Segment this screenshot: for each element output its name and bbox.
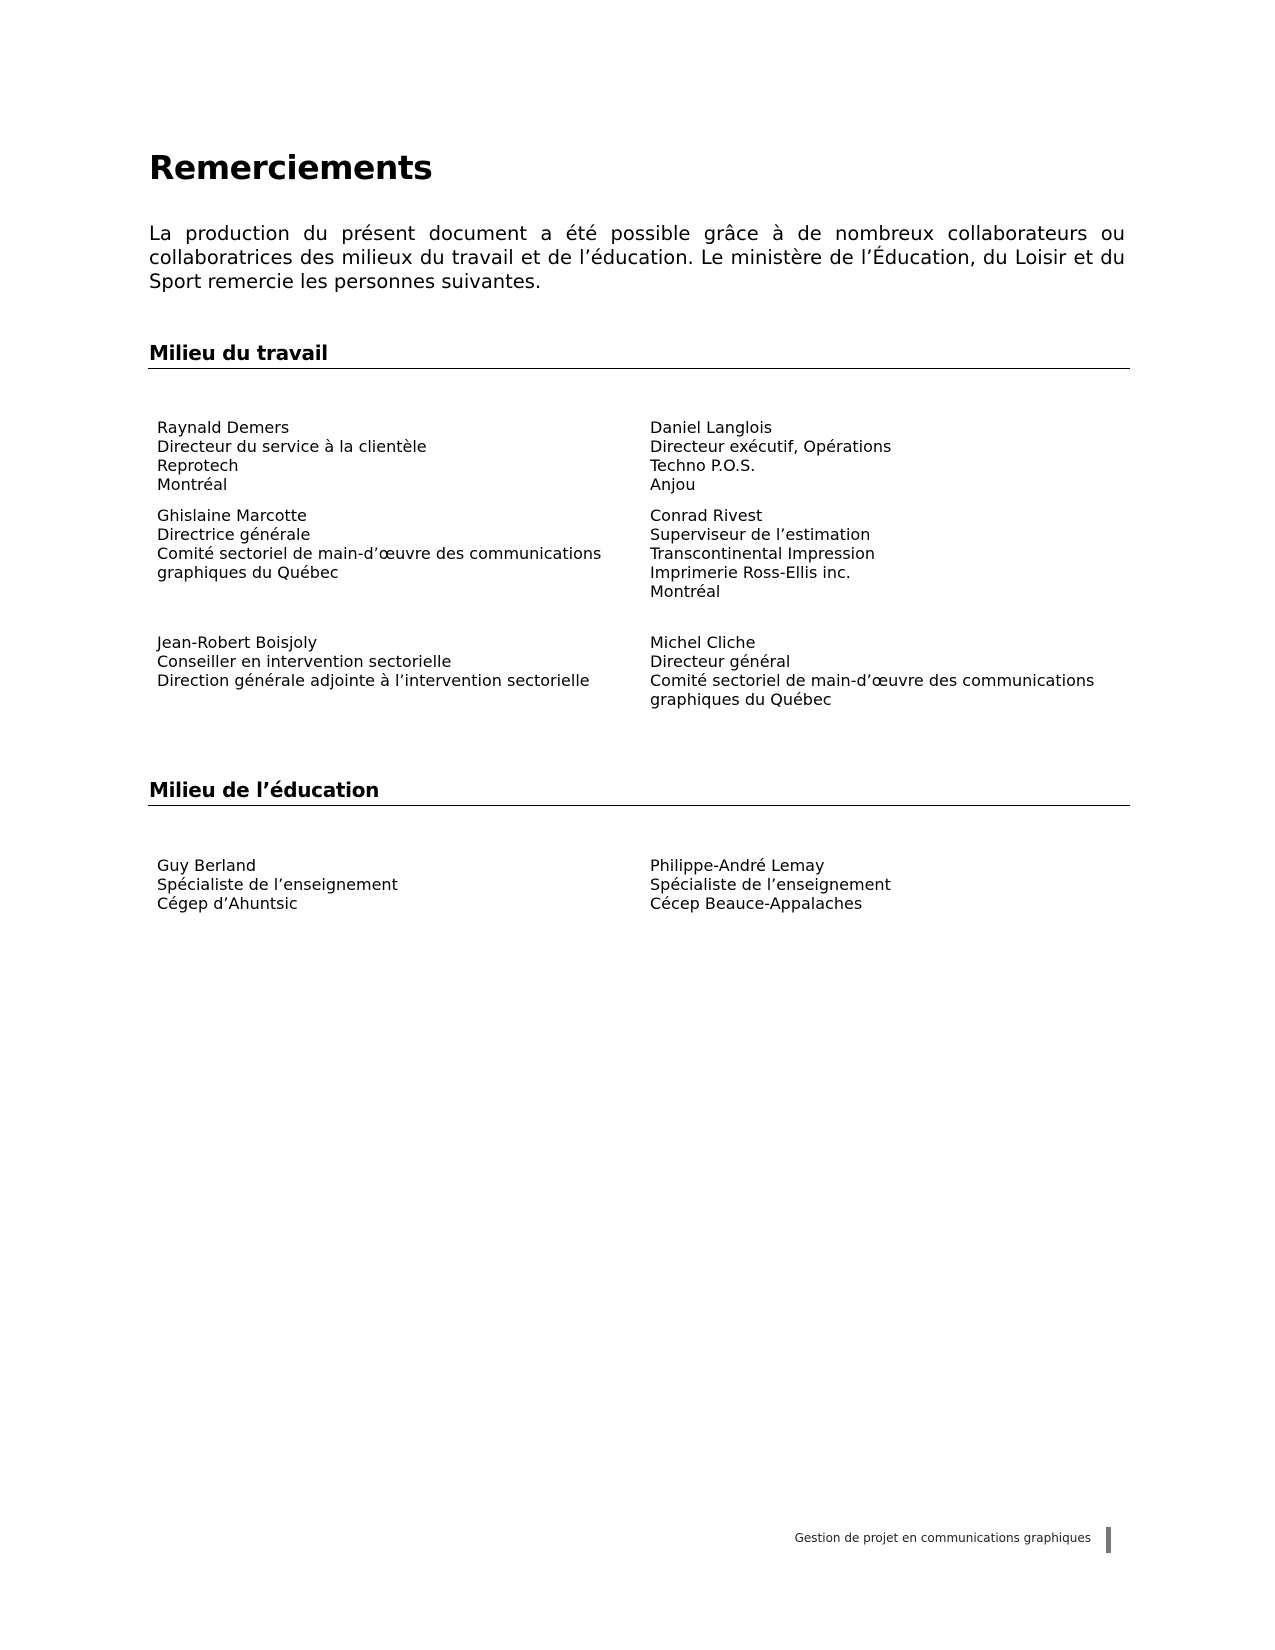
contact-role: Spécialiste de l’enseignement bbox=[157, 875, 398, 894]
contact-name: Conrad Rivest bbox=[650, 506, 763, 525]
contact-name: Daniel Langlois bbox=[650, 418, 773, 437]
contact-organization: Direction générale adjointe à l’intervention sectorielle bbox=[157, 671, 590, 690]
contact-organization-line2: graphiques du Québec bbox=[650, 690, 832, 709]
section-heading-workplace bbox=[148, 338, 1130, 369]
contact-entry bbox=[650, 856, 891, 913]
contact-organization: Transcontinental Impression bbox=[650, 544, 876, 563]
contact-organization: Reprotech bbox=[157, 456, 239, 475]
contact-name: Michel Cliche bbox=[650, 633, 756, 652]
contact-role: Directeur du service à la clientèle bbox=[157, 437, 427, 456]
contact-organization: Cégep d’Ahuntsic bbox=[157, 894, 298, 913]
contact-role: Directrice générale bbox=[157, 525, 311, 544]
contact-role: Superviseur de l’estimation bbox=[650, 525, 871, 544]
contact-name: Ghislaine Marcotte bbox=[157, 506, 307, 525]
footer-title: Gestion de projet en communications graphiques bbox=[794, 1531, 1091, 1545]
contact-organization: Comité sectoriel de main-d’œuvre des communications bbox=[157, 544, 602, 563]
section-heading-text: Milieu de l’éducation bbox=[149, 778, 380, 802]
contact-name: Philippe-André Lemay bbox=[650, 856, 825, 875]
contact-organization-line2: Imprimerie Ross-Ellis inc. bbox=[650, 563, 851, 582]
intro-paragraph: La production du présent document a été possible grâce à de nombreux collaborateurs ou collaboratrices des milieux du travail et de l’éducation. Le ministère de l’Éducation, du Loisir et du Sport remercie les personnes suivantes. bbox=[149, 222, 1125, 293]
contact-role: Conseiller en intervention sectorielle bbox=[157, 652, 452, 671]
contact-role: Directeur général bbox=[650, 652, 791, 671]
contact-entry bbox=[157, 418, 427, 494]
contact-entry bbox=[157, 856, 398, 913]
contact-entry bbox=[650, 418, 891, 494]
contact-organization: Techno P.O.S. bbox=[650, 456, 756, 475]
contact-name: Guy Berland bbox=[157, 856, 257, 875]
contact-name: Raynald Demers bbox=[157, 418, 290, 437]
contact-role: Directeur exécutif, Opérations bbox=[650, 437, 892, 456]
contact-organization: Cécep Beauce-Appalaches bbox=[650, 894, 863, 913]
section-heading-education bbox=[148, 775, 1130, 806]
page-title: Remerciements bbox=[149, 148, 433, 187]
contact-city: Montréal bbox=[650, 582, 721, 601]
contact-organization: Comité sectoriel de main-d’œuvre des communications bbox=[650, 671, 1095, 690]
contact-entry bbox=[650, 506, 875, 601]
footer-bar bbox=[1106, 1527, 1111, 1553]
contact-name: Jean-Robert Boisjoly bbox=[157, 633, 318, 652]
contact-city: Anjou bbox=[650, 475, 696, 494]
contact-city: Montréal bbox=[157, 475, 228, 494]
contact-entry bbox=[157, 506, 601, 582]
contact-entry bbox=[157, 633, 590, 690]
contact-entry bbox=[650, 633, 1094, 709]
section-heading-text: Milieu du travail bbox=[149, 341, 328, 365]
contact-role: Spécialiste de l’enseignement bbox=[650, 875, 891, 894]
contact-organization-line2: graphiques du Québec bbox=[157, 563, 339, 582]
